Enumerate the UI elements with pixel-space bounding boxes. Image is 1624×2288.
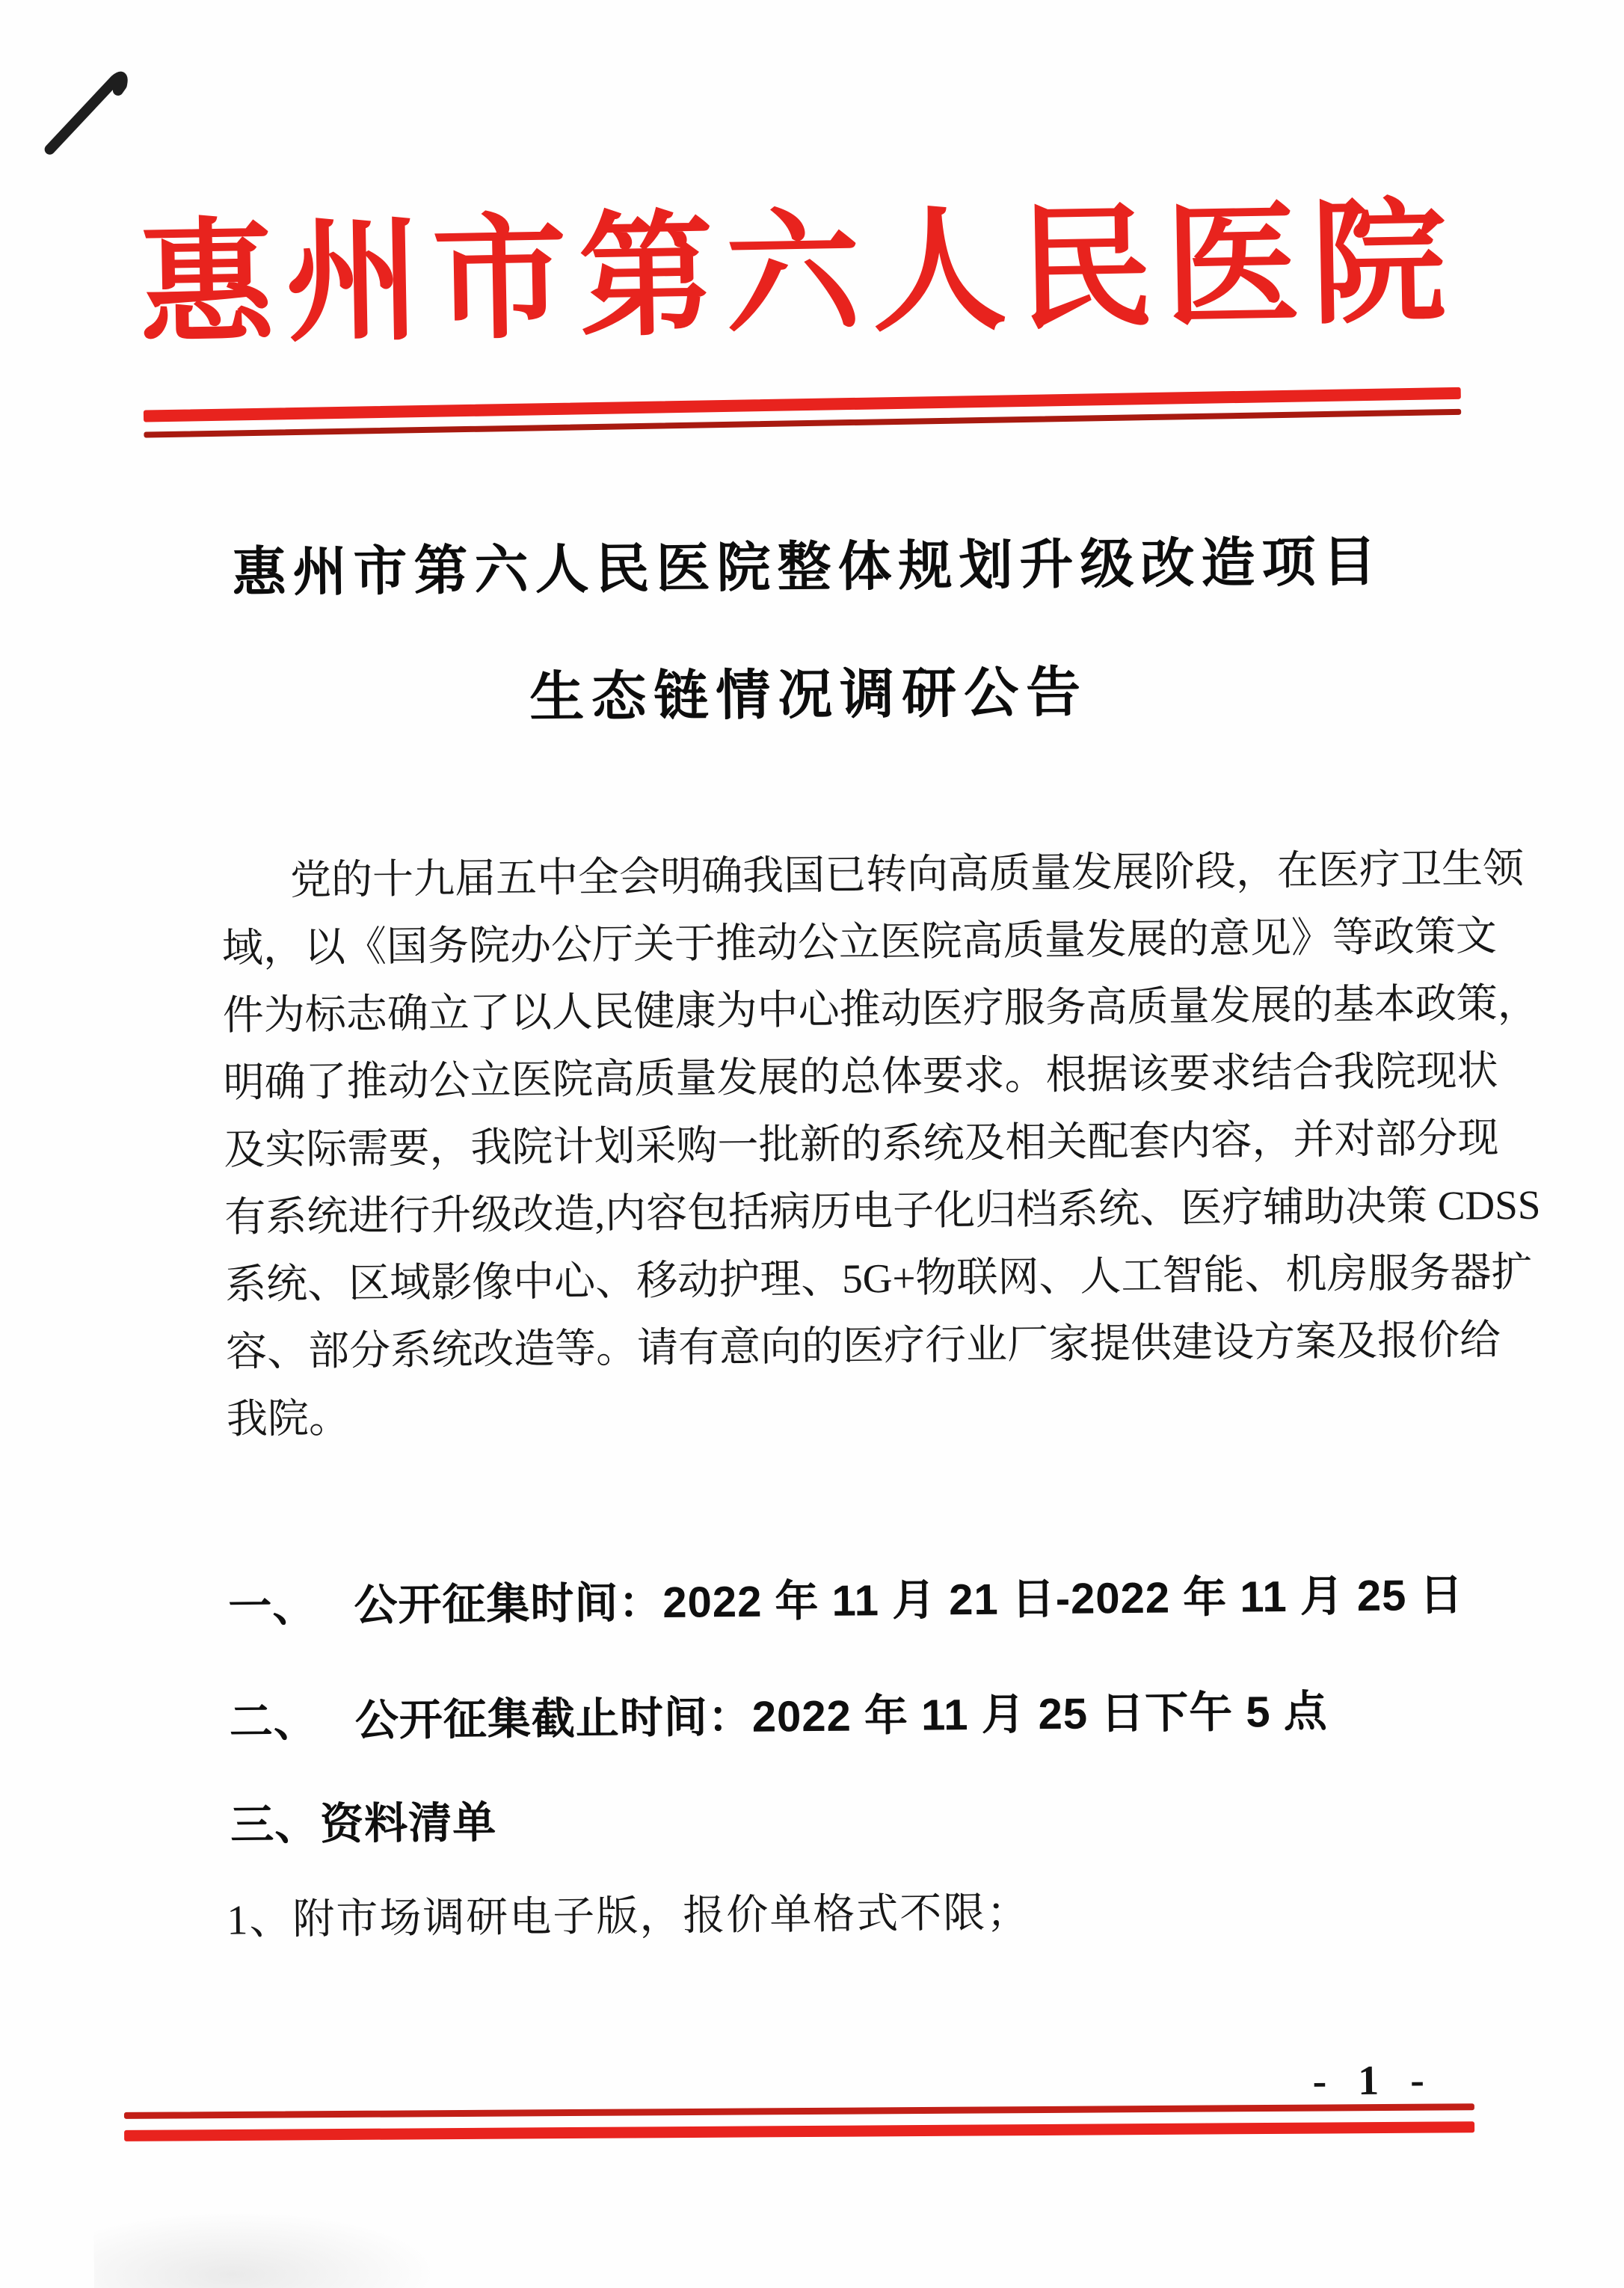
section-number-label: 二、 [229, 1697, 319, 1747]
section-text: 公开征集时间：2022 年 11 月 21 日-2022 年 11 月 25 日 [354, 1570, 1464, 1630]
paragraph-line: 有系统进行升级改造,内容包括病历电子化归档系统、医疗辅助决策 CDSS [224, 1181, 1541, 1240]
paragraph-line: 件为标志确立了以人民健康为中心推动医疗服务高质量发展的基本政策， [222, 980, 1540, 1039]
hospital-masthead-title: 惠州市第六人民医院 [138, 188, 1460, 361]
masthead-double-rule [144, 387, 1461, 438]
section-number-label: 三、 [230, 1800, 319, 1850]
section-materials-list [230, 1787, 497, 1852]
list-item: 1、附市场调研电子版，报价单格式不限； [227, 1889, 1030, 1944]
section-collection-deadline [229, 1676, 1328, 1749]
page-number: - 1 - [1312, 2057, 1436, 2105]
section-number-label: 一、 [228, 1581, 317, 1632]
paragraph-line: 明确了推动公立医院高质量发展的总体要求。根据该要求结合我院现状 [223, 1048, 1498, 1106]
body-paragraph [221, 835, 1541, 1453]
document-title-line1: 惠州市第六人民医院整体规划升级改造项目 [232, 532, 1383, 603]
paragraph-line: 域，以《国务院办公厅关于推动公立医院高质量发展的意见》等政策文 [221, 913, 1498, 971]
paragraph-line: 系统、区域影像中心、移动护理、5G+物联网、人工智能、机房服务器扩 [224, 1249, 1533, 1308]
scanner-smudge [93, 2209, 438, 2288]
section-text: 资料清单 [319, 1798, 497, 1849]
paragraph-line: 我院。 [226, 1394, 351, 1442]
ink-stroke-mark [34, 57, 147, 170]
footer-double-rule [124, 2103, 1474, 2141]
paragraph-line: 党的十九届五中全会明确我国已转向高质量发展阶段，在医疗卫生领 [289, 845, 1525, 903]
paragraph-line: 容、部分系统改造等。请有意向的医疗行业厂家提供建设方案及报价给 [225, 1317, 1501, 1375]
section-collection-period [228, 1560, 1464, 1634]
section-text: 公开征集截止时间：2022 年 11 月 25 日下午 5 点 [354, 1687, 1329, 1745]
document-title-line2: 生态链情况调研公告 [529, 662, 1089, 728]
paragraph-line: 及实际需要，我院计划采购一批新的系统及相关配套内容，并对部分现 [224, 1115, 1499, 1173]
